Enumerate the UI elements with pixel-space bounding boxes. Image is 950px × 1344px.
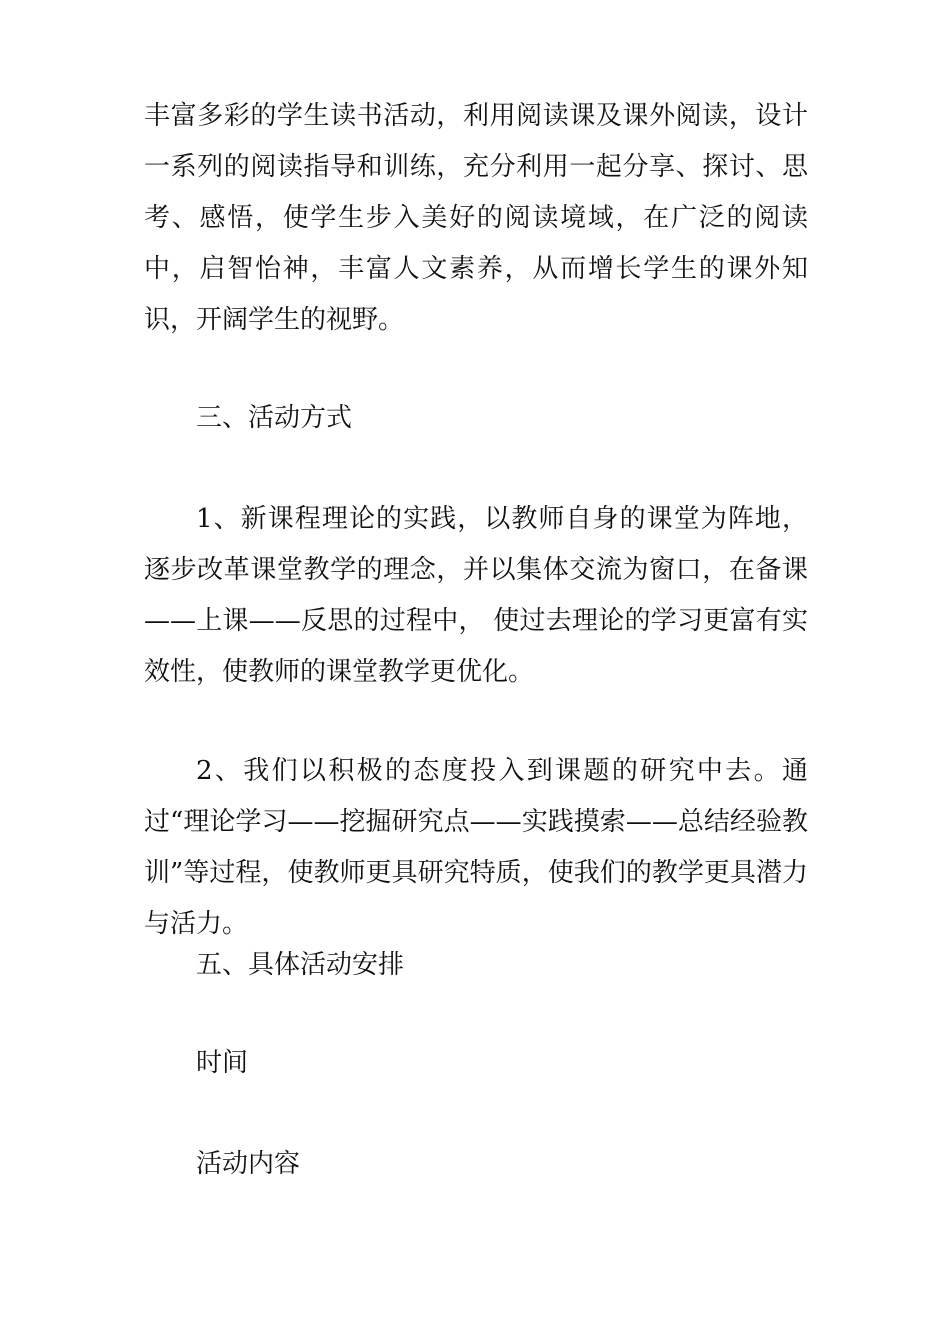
section-heading-activity-schedule: 五、具体活动安排 [196, 950, 405, 980]
list-item-2: 2、我们以积极的态度投入到课题的研究中去。通过“理论学习——挖掘研究点——实践摸索——总结经验教训”等过程，使教师更具研究特质，使我们的教学更具潜力与活力。 [144, 756, 808, 939]
list-item-1: 1、新课程理论的实践，以教师自身的课堂为阵地，逐步改革课堂教学的理念，并以集体交流为窗口，在备课——上课——反思的过程中， 使过去理论的学习更富有实效性，使教师的课堂教学更优化。 [144, 504, 808, 687]
section-heading-activity-methods: 三、活动方式 [196, 403, 353, 433]
table-header-content: 活动内容 [196, 1149, 301, 1179]
table-header-time: 时间 [196, 1048, 249, 1078]
paragraph-reading-activities: 丰富多彩的学生读书活动，利用阅读课及课外阅读，设计一系列的阅读指导和训练，充分利用一起分享、探讨、思考、感悟，使学生步入美好的阅读境域，在广泛的阅读中，启智怡神，丰富人文素养，从而增长学生的课外知识，开阔学生的视野。 [144, 101, 808, 335]
